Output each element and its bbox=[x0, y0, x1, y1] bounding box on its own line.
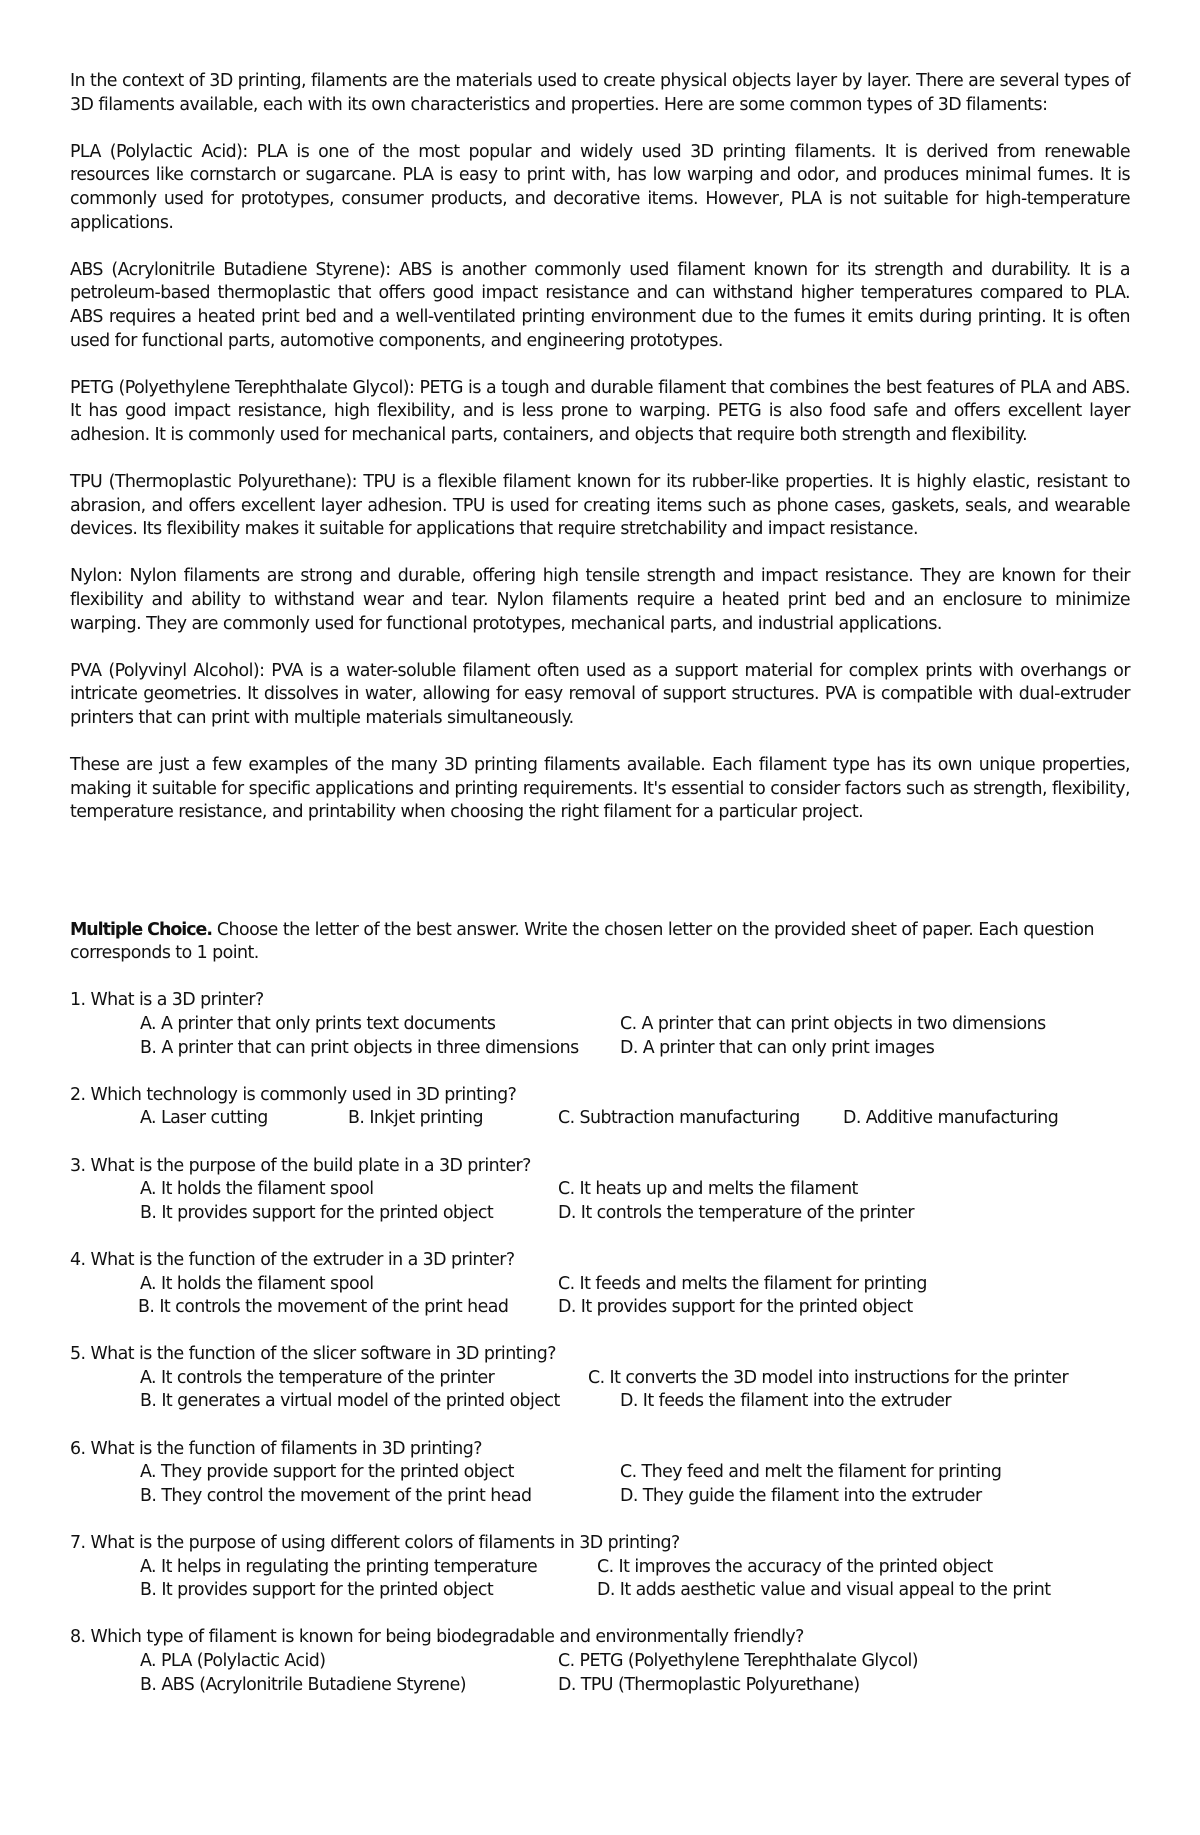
abs-paragraph: ABS (Acrylonitrile Butadiene Styrene): ABS is another commonly used filament known for its strength and durability. It is a petroleum-based thermoplastic that offers good impact resistance and can withstand higher temperatures compared to PLA. ABS requires a heated print bed and a well-ventilated printing environment due to the fumes it emits during printing. It is often used for functional parts, automotive components, and engineering prototypes. bbox=[70, 259, 1130, 351]
option-c: C. It improves the accuracy of the printed object bbox=[597, 1556, 993, 1577]
pva-paragraph: PVA (Polyvinyl Alcohol): PVA is a water-soluble filament often used as a support material for complex prints with overhangs or intricate geometries. It dissolves in water, allowing for easy removal of support structures. PVA is compatible with dual-extruder printers that can print with multiple materials simultaneously. bbox=[70, 660, 1130, 729]
option-d: D. It adds aesthetic value and visual appeal to the print bbox=[597, 1580, 1051, 1601]
question-text: 2. Which technology is commonly used in 3D printing? bbox=[70, 1084, 517, 1105]
multiple-choice-instructions bbox=[70, 919, 1130, 966]
option-d: D. They guide the filament into the extruder bbox=[620, 1485, 982, 1506]
pla-paragraph: PLA (Polylactic Acid): PLA is one of the most popular and widely used 3D printing filaments. It is derived from renewable resources like cornstarch or sugarcane. PLA is easy to print with, has low warping and odor, and produces minimal fumes. It is commonly used for prototypes, consumer products, and decorative items. However, PLA is not suitable for high-temperature applications. bbox=[70, 141, 1130, 233]
option-c: C. It converts the 3D model into instructions for the printer bbox=[588, 1367, 1069, 1388]
option-b: B. It generates a virtual model of the printed object bbox=[140, 1391, 560, 1412]
option-a: A. A printer that only prints text documents bbox=[140, 1013, 496, 1034]
question-8 bbox=[70, 1626, 1130, 1697]
option-a: A. Laser cutting bbox=[140, 1108, 268, 1129]
section-spacer bbox=[70, 849, 1130, 919]
option-b: B. It provides support for the printed object bbox=[140, 1202, 494, 1223]
option-b: B. It provides support for the printed object bbox=[140, 1580, 494, 1601]
option-a: A. They provide support for the printed object bbox=[140, 1462, 514, 1483]
question-1 bbox=[70, 989, 1130, 1060]
question-text: 3. What is the purpose of the build plate in a 3D printer? bbox=[70, 1155, 531, 1176]
option-a: A. It holds the filament spool bbox=[140, 1179, 374, 1200]
option-b: B. It controls the movement of the print head bbox=[138, 1297, 509, 1318]
option-a: A. PLA (Polylactic Acid) bbox=[140, 1651, 326, 1671]
question-text: 8. Which type of filament is known for being biodegradable and environmentally friendly? bbox=[70, 1627, 804, 1648]
question-6 bbox=[70, 1438, 1130, 1509]
tpu-paragraph: TPU (Thermoplastic Polyurethane): TPU is a flexible filament known for its rubber-like properties. It is highly elastic, resistant to abrasion, and offers excellent layer adhesion. TPU is used for creating items such as phone cases, gaskets, seals, and wearable devices. Its flexibility makes it suitable for applications that require stretchability and impact resistance. bbox=[70, 472, 1130, 540]
option-d: D. A printer that can only print images bbox=[620, 1037, 935, 1058]
document-page bbox=[70, 70, 1130, 1721]
option-b: B. ABS (Acrylonitrile Butadiene Styrene) bbox=[140, 1674, 467, 1695]
option-b: B. Inkjet printing bbox=[348, 1108, 483, 1129]
nylon-paragraph: Nylon: Nylon filaments are strong and durable, offering high tensile strength and impact resistance. They are known for their flexibility and ability to withstand wear and tear. Nylon filaments require a heated print bed and an enclosure to minimize warping. They are commonly used for functional prototypes, mechanical parts, and industrial applications. bbox=[70, 566, 1130, 634]
option-d: D. Additive manufacturing bbox=[843, 1108, 1059, 1129]
question-3 bbox=[70, 1155, 1130, 1226]
question-text: 7. What is the purpose of using different colors of filaments in 3D printing? bbox=[70, 1533, 680, 1554]
option-c: C. It heats up and melts the filament bbox=[558, 1179, 858, 1200]
option-c: C. PETG (Polyethylene Terephthalate Glycol) bbox=[558, 1651, 919, 1671]
question-5 bbox=[70, 1343, 1130, 1414]
question-7 bbox=[70, 1532, 1130, 1603]
intro-paragraph: In the context of 3D printing, filaments are the materials used to create physical objects layer by layer. There are several types of 3D filaments available, each with its own characteristics and properties. Here are some common types of 3D filaments: bbox=[70, 71, 1130, 115]
option-a: A. It controls the temperature of the printer bbox=[140, 1367, 495, 1388]
option-c: C. A printer that can print objects in two dimensions bbox=[620, 1013, 1046, 1034]
question-4 bbox=[70, 1249, 1130, 1320]
question-text: 4. What is the function of the extruder in a 3D printer? bbox=[70, 1249, 515, 1270]
option-b: B. A printer that can print objects in three dimensions bbox=[140, 1037, 579, 1058]
option-d: D. It feeds the filament into the extruder bbox=[620, 1391, 951, 1412]
question-text: 5. What is the function of the slicer software in 3D printing? bbox=[70, 1344, 556, 1365]
option-c: C. They feed and melt the filament for printing bbox=[620, 1462, 1002, 1483]
option-a: A. It holds the filament spool bbox=[140, 1273, 374, 1294]
question-2 bbox=[70, 1084, 1130, 1131]
option-d: D. TPU (Thermoplastic Polyurethane) bbox=[558, 1674, 860, 1695]
instructions-label: Multiple Choice. bbox=[70, 919, 212, 940]
option-b: B. They control the movement of the print head bbox=[140, 1485, 532, 1506]
option-d: D. It controls the temperature of the printer bbox=[558, 1202, 915, 1223]
option-c: C. It feeds and melts the filament for printing bbox=[558, 1273, 927, 1294]
instructions-text: Choose the letter of the best answer. Write the chosen letter on the provided sheet of paper. Each question corresponds to 1 point. bbox=[70, 919, 1094, 964]
summary-paragraph: These are just a few examples of the many 3D printing filaments available. Each filament type has its own unique properties, making it suitable for specific applications and printing requirements. It's essential to consider factors such as strength, flexibility, temperature resistance, and printability when choosing the right filament for a particular project. bbox=[70, 755, 1130, 823]
question-text: 1. What is a 3D printer? bbox=[70, 990, 264, 1011]
option-c: C. Subtraction manufacturing bbox=[558, 1108, 800, 1129]
question-text: 6. What is the function of filaments in 3D printing? bbox=[70, 1438, 482, 1459]
option-a: A. It helps in regulating the printing temperature bbox=[140, 1556, 538, 1577]
option-d: D. It provides support for the printed object bbox=[558, 1297, 913, 1318]
petg-paragraph: PETG (Polyethylene Terephthalate Glycol): PETG is a tough and durable filament that combines the best features of PLA and ABS. It has good impact resistance, high flexibility, and is less prone to warping. PETG is also food safe and offers excellent layer adhesion. It is commonly used for mechanical parts, containers, and objects that require both strength and flexibility. bbox=[70, 377, 1130, 445]
